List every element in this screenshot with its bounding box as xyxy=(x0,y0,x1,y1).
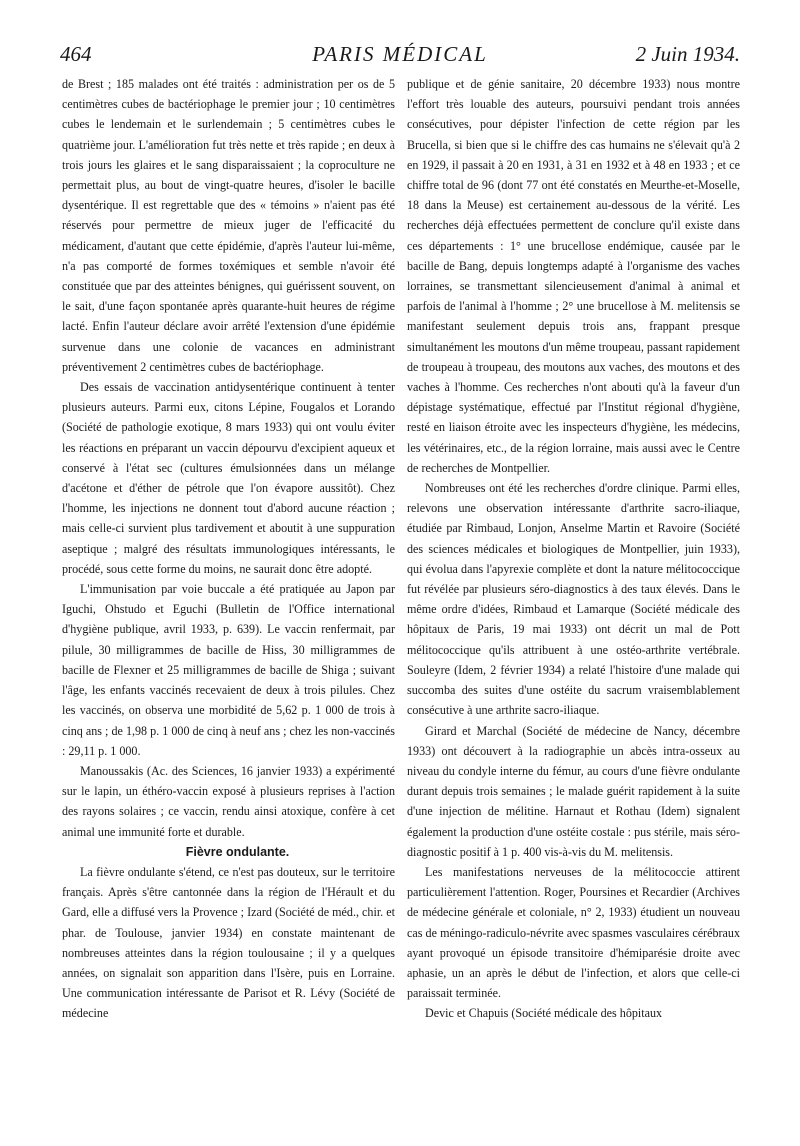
issue-date: 2 Juin 1934. xyxy=(635,42,740,66)
left-column xyxy=(62,74,395,1024)
paragraph: Devic et Chapuis (Société médicale des hôpitaux xyxy=(425,1006,663,1021)
section-heading: Fièvre ondulante. xyxy=(185,844,290,859)
paragraph: Des essais de vaccination antidysentérique continuent à tenter plusieurs auteurs. Parmi eux, citons Lépine, Fougalos et Lorando (Société de pathologie exotique, 8 mars 1933) qui ont voulu éviter les réactions en préparant un vaccin dépourvu d'excipient aqueux et conservé à l'état sec (cultures émulsionnées dans un mélange d'acétone et d'éther de pétrole que l'on évapore aussitôt). Chez l'homme, les injections ne donnent tout d'abord aucune réaction ; mais celle-ci survient plus tardivement et aboutit à une suppuration aseptique ; malgré des résultats immunologiques intéressants, le procédé, sous cette forme du moins, ne saurait donc être adopté. xyxy=(62,380,395,576)
paragraph: La fièvre ondulante s'étend, ce n'est pas douteux, sur le territoire français. Après s'être cantonnée dans la région de l'Hérault et du Gard, elle a diffusé vers la Provence ; Izard (Société de méd., chir. et phar. de Toulouse, janvier 1934) en constate maintenant de nombreuses atteintes dans la région toulousaine ; il y a quelques années, on signalait son apparition dans l'Isère, puis en Lorraine. Une communication intéressante de Parisot et R. Lévy (Société de médecine xyxy=(62,864,395,1021)
running-header xyxy=(60,42,740,72)
right-column xyxy=(407,74,740,1024)
page-number: 464 xyxy=(60,42,92,66)
paragraph: Nombreuses ont été les recherches d'ordre clinique. Parmi elles, relevons une observation intéressante d'arthrite sacro-iliaque, étudiée par Rimbaud, Lonjon, Anselme Martin et Ravoire (Société des sciences médicales et biologiques de Montpellier, juin 1933), qui évolua dans l'apyrexie complète et dont la nature mélitococcique fut révélée par plusieurs séro-diagnostics à des taux élevés. Dans le même ordre d'idées, Rimbaud et Lamarque (Société médicale des hôpitaux de Paris, 19 mai 1933) ont décrit un mal de Pott mélitococcique qu'ils attribuent à une ostéo-arthrite vertébrale. Souleyre (Idem, 2 février 1934) a relaté l'histoire d'une malade qui succomba des suites d'une ostéite du sacrum vraisemblablement consécutive à une arthrite sacro-iliaque. xyxy=(407,481,740,718)
paragraph: Girard et Marchal (Société de médecine de Nancy, décembre 1933) ont découvert à la radiographie un abcès intra-osseux au niveau du condyle interne du fémur, au cours d'une fièvre ondulante durant depuis trois semaines ; le malade guérit rapidement à la suite d'une injection de mélitine. Harnaut et Rothau (Idem) signalent également la production d'une ostéite costale : pus stérile, mais séro-diagnostic positif à 1 p. 400 vis-à-vis du M. melitensis. xyxy=(407,723,740,859)
paragraph: de Brest ; 185 malades ont été traités : administration per os de 5 centimètres cubes de bactériophage le premier jour ; 10 centimètres cubes le lendemain et le surlendemain ; 5 centimètres cubes le quatrième jour. L'amélioration fut très nette et très rapide ; en deux à trois jours les glaires et le sang disparaissaient ; la coproculture ne permettait plus, au bout de vingt-quatre heures, d'isoler le bacille dysentérique. Il est regrettable que des « témoins » n'aient pas été réservés pour permettre de mieux juger de l'efficacité du médicament, d'autant que cette épidémie, d'après l'auteur lui-même, n'a pas comporté de formes toxémiques et semble n'avoir été constituée que par des atteintes bénignes, qui guérissent souvent, on le sait, d'une façon spontanée après quarante-huit heures de régime lacté. Enfin l'auteur déclare avoir arrêté l'extension d'une épidémie survenue dans une colonie de vacances en administrant préventivement 2 centimètres cubes de bactériophage. xyxy=(62,77,395,374)
paragraph: Manoussakis (Ac. des Sciences, 16 janvier 1933) a expérimenté sur le lapin, un éthéro-vaccin exposé à plusieurs reprises à l'action des rayons solaires ; ce vaccin, rendu ainsi atoxique, confère à cet animal une immunité forte et durable. xyxy=(62,763,395,839)
journal-title: PARIS MÉDICAL xyxy=(312,42,488,66)
paragraph: Les manifestations nerveuses de la mélitococcie attirent particulièrement l'attention. Roger, Poursines et Recardier (Archives de médecine générale et coloniale, n° 2, 1933) étudient un nouveau cas de méningo-radiculo-névrite avec spasmes vasculaires cérébraux ayant provoqué un épisode transitoire d'hémiparésie droite avec aphasie, un an après le début de l'infection, et alors que celle-ci paraissait terminée. xyxy=(407,864,740,1001)
paragraph: publique et de génie sanitaire, 20 décembre 1933) nous montre l'effort très louable des auteurs, poursuivi pendant trois années consécutives, pour dépister l'infection de cette région par les Brucella, si bien que si le chiffre des cas humains ne s'élevait qu'à 2 en 1929, il passait à 20 en 1931, à 31 en 1932 et à 48 en 1933 ; et ce chiffre total de 96 (dont 77 ont été constatés en Meurthe-et-Moselle, 18 dans la Meuse) est certainement au-dessous de la vérité. Les recherches déjà effectuées permettent de conclure qu'il existe dans ces départements : 1° une brucellose endémique, causée par le bacille de Bang, depuis longtemps adapté à l'organisme des vaches lorraines, se transmettant silencieusement d'animal à animal et parfois de l'animal à l'homme ; 2° une brucellose à M. melitensis se manifestant seulement depuis trois ans, frappant presque simultanément les moutons d'un même troupeau, passant rapidement de troupeau à troupeau, des moutons aux vaches, des moutons et des vaches à l'homme. Ces recherches n'ont abouti qu'à la faveur d'un dépistage systématique, effectué par l'Institut régional d'hygiène, resté en liaison étroite avec les inspecteurs d'hygiène, les médecins, les vétérinaires, etc., de la région lorraine, mais aussi avec le Centre de recherches de Montpellier. xyxy=(407,77,740,475)
paragraph: L'immunisation par voie buccale a été pratiquée au Japon par Iguchi, Ohstudo et Eguchi (Bulletin de l'Office international d'hygiène publique, avril 1933, p. 639). Le vaccin renfermait, par pilule, 30 milligrammes de bacille de Hiss, 30 milligrammes de bacille de Flexner et 25 milligrammes de bacille de Shiga ; suivant l'âge, les enfants vaccinés recevaient de deux à trois pilules. Chez les vaccinés, on observa une morbidité de 5,62 p. 1 000 de trois à cinq ans ; de 1,98 p. 1 000 de cinq à neuf ans ; chez les non-vaccinés : 29,11 p. 1 000. xyxy=(62,582,395,758)
